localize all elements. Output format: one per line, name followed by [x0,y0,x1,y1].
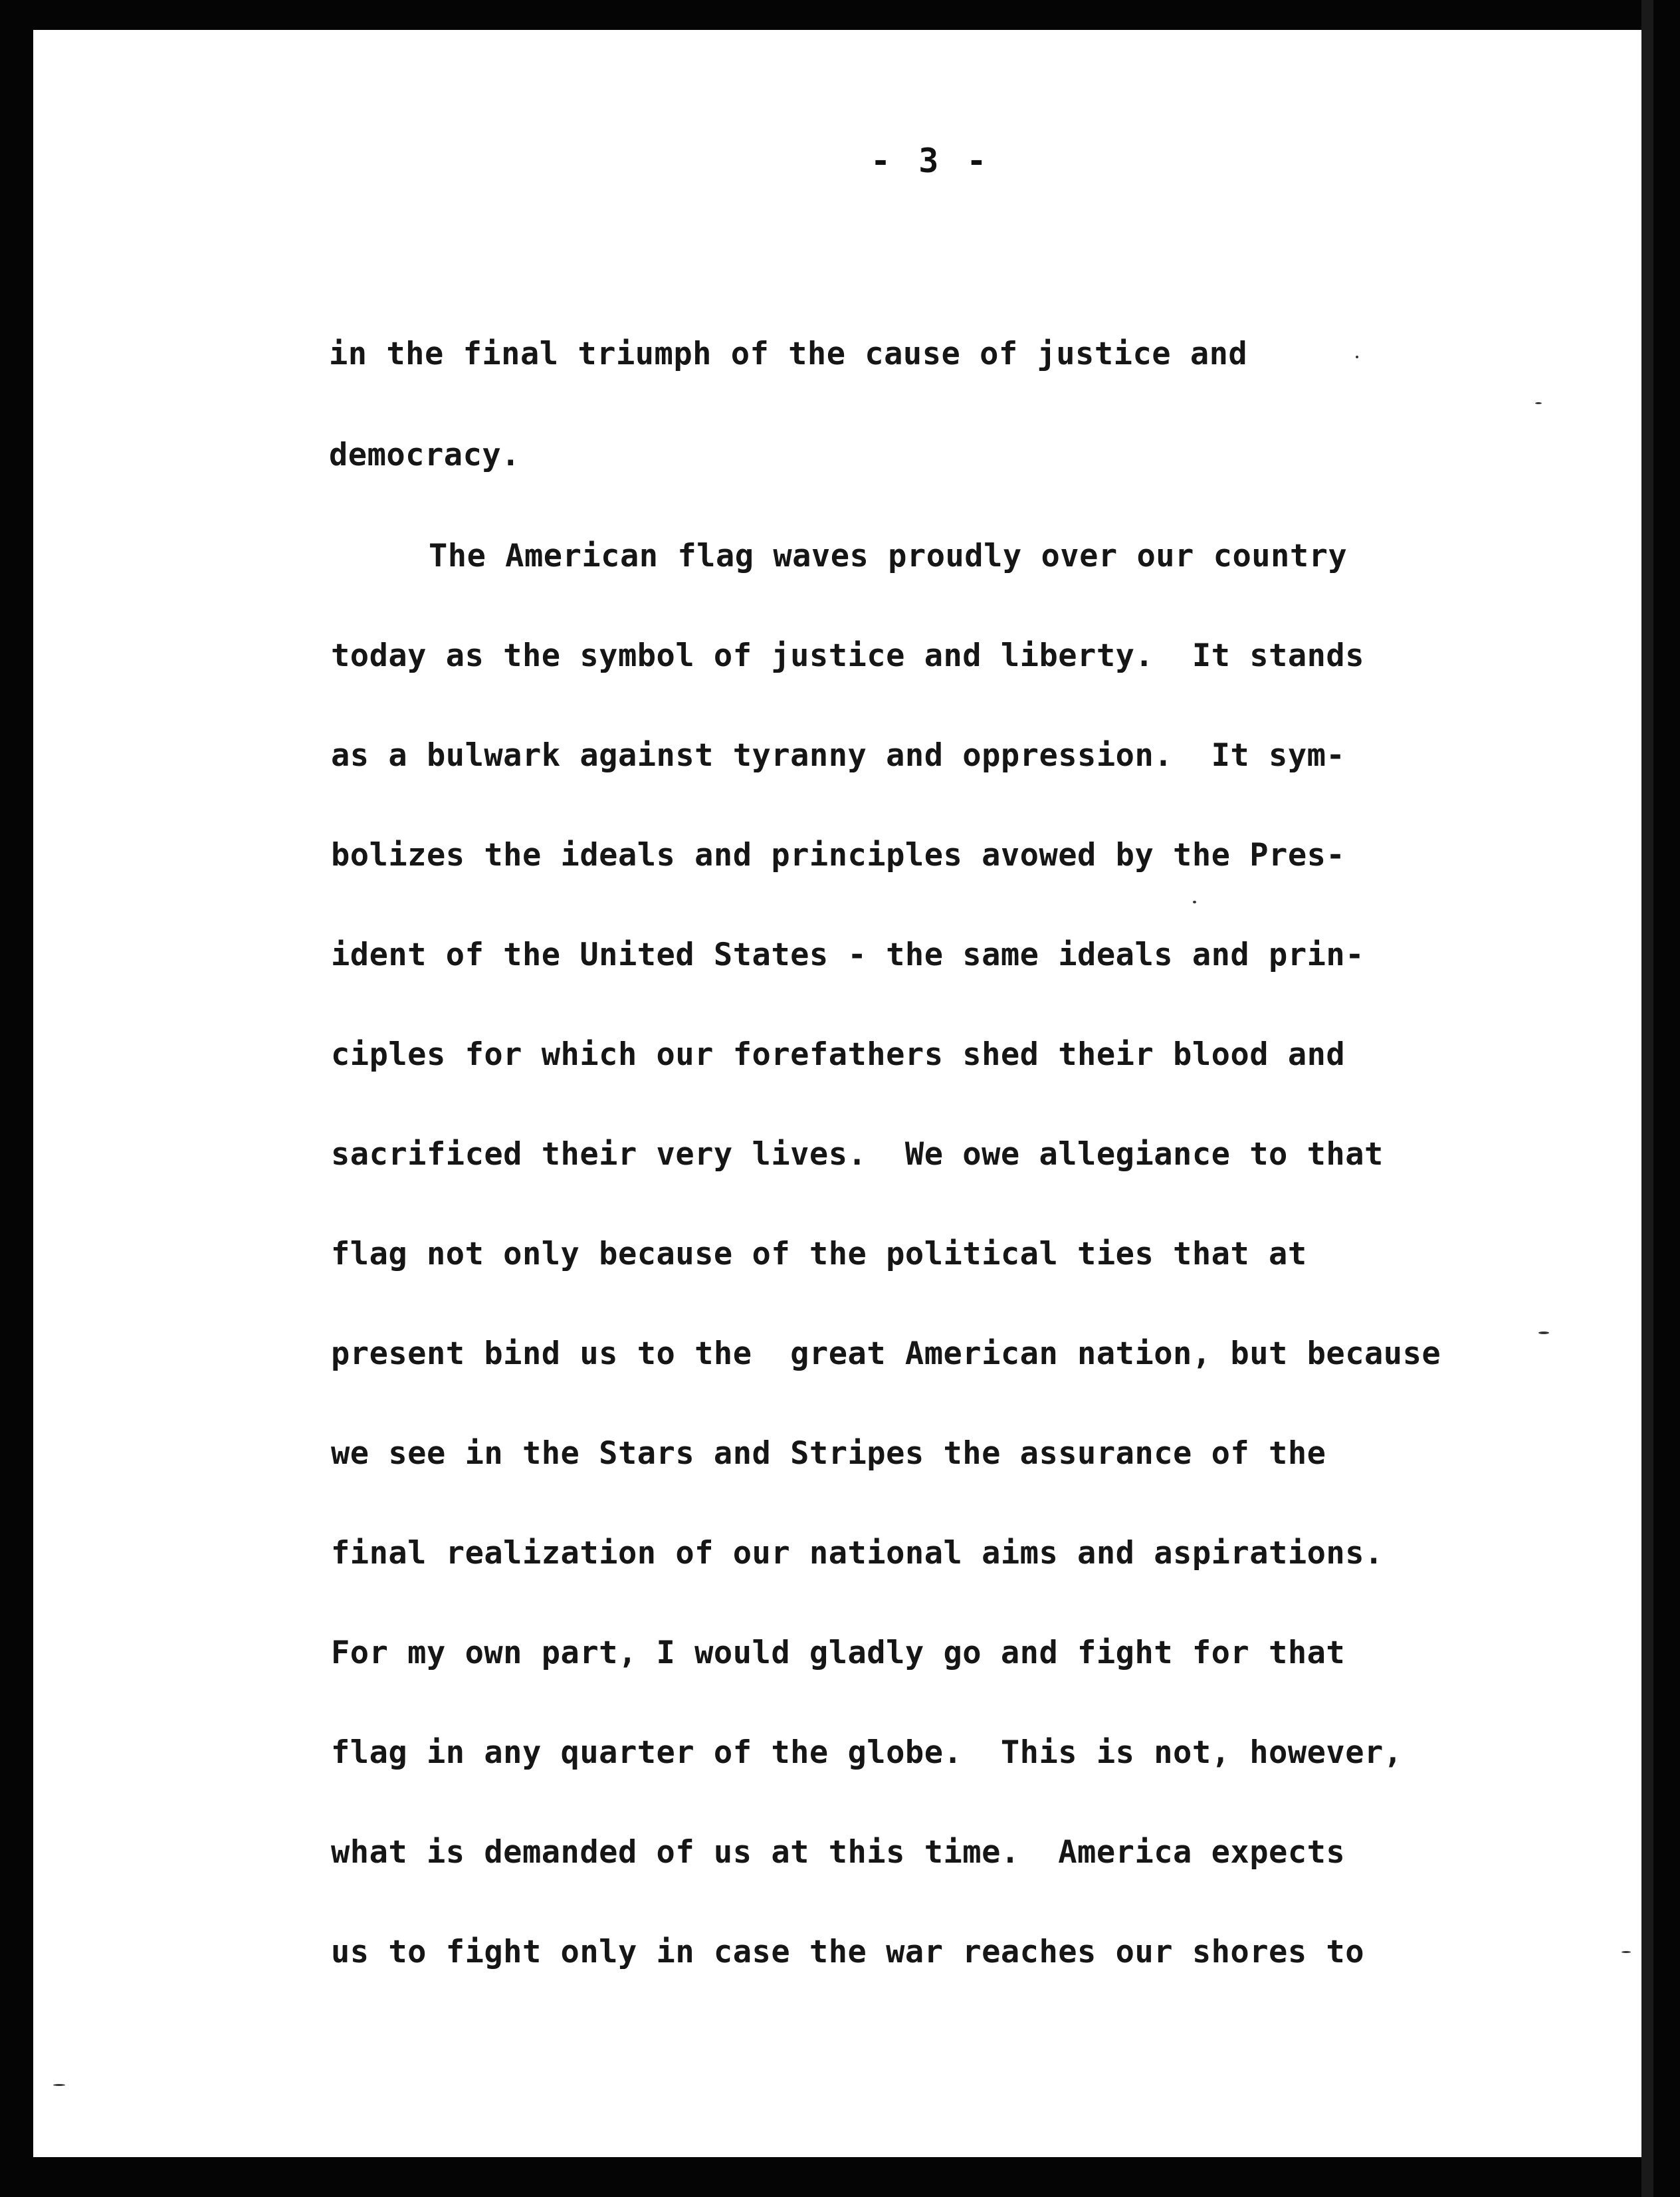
text-line: For my own part, I would gladly go and fight for that [331,1635,1346,1671]
scan-speck [1193,901,1196,903]
scan-speck [1356,356,1358,358]
scan-speck [1538,1331,1549,1334]
text-line: in the final triumph of the cause of justice and [329,336,1248,372]
text-line: ciples for which our forefathers shed their blood and [331,1036,1346,1073]
text-line: us to fight only in case the war reaches our shores to [331,1934,1365,1970]
text-line: as a bulwark against tyranny and oppression. It sym- [331,737,1346,774]
scan-speck [1622,1951,1631,1953]
text-line: what is demanded of us at this time. America expects [331,1834,1346,1871]
document-page [33,30,1641,2157]
text-line: flag not only because of the political ties that at [331,1236,1307,1272]
text-line: final realization of our national aims and aspirations. [331,1535,1384,1571]
text-line: bolizes the ideals and principles avowed by the Pres- [331,837,1346,873]
text-line: The American flag waves proudly over our country [429,538,1348,574]
text-line: present bind us to the great American nation, but because [331,1335,1441,1372]
text-line: flag in any quarter of the globe. This is not, however, [331,1734,1403,1771]
text-line: today as the symbol of justice and liberty. It stands [331,637,1365,674]
scan-speck [53,2084,65,2086]
scan-speck [1535,402,1542,404]
body-text [33,30,1641,2157]
page-number: - 3 - [871,142,991,180]
text-line: sacrificed their very lives. We owe allegiance to that [331,1136,1384,1173]
text-line: ident of the United States - the same ideals and prin- [331,937,1365,973]
text-line: we see in the Stars and Stripes the assurance of the [331,1435,1326,1472]
text-line: democracy. [329,437,520,473]
paper-edge [1641,0,1653,2197]
